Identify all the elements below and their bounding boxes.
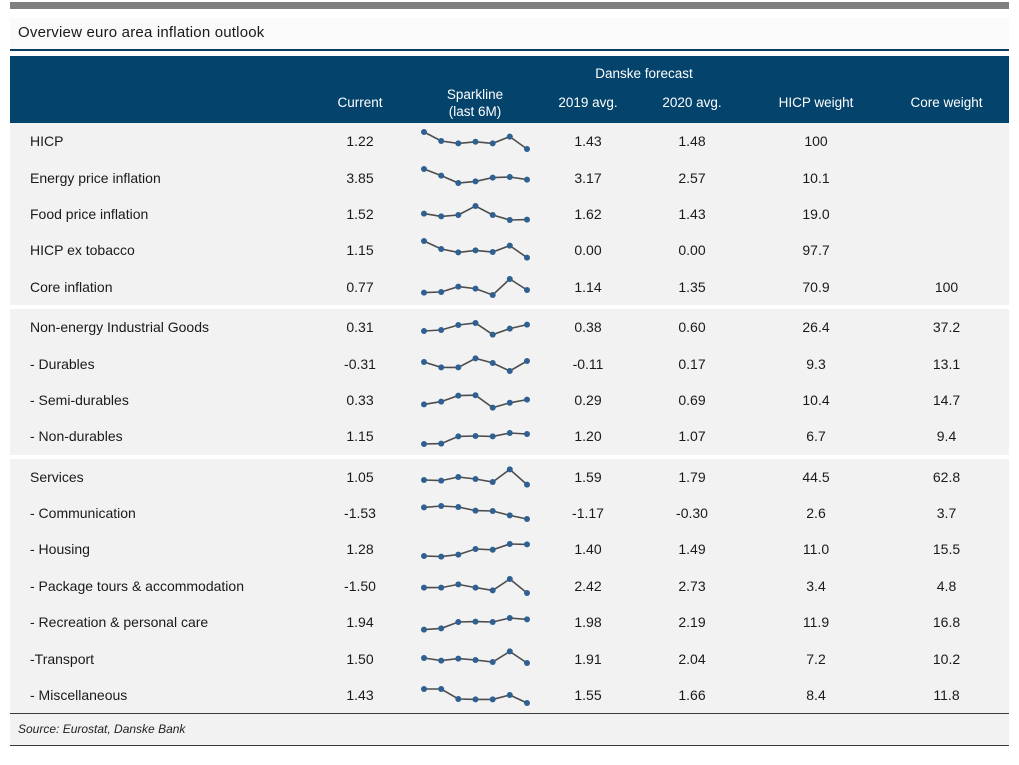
avg-2020-value: 0.60: [678, 319, 706, 336]
sparkline-point: [455, 619, 461, 625]
sparkline-point: [472, 476, 478, 482]
sparkline-point: [524, 217, 530, 223]
sparkline-point: [524, 176, 530, 182]
sparkline-point: [489, 174, 495, 180]
sparkline-point: [506, 615, 512, 621]
sparkline-point: [489, 141, 495, 147]
sparkline-point: [455, 180, 461, 186]
avg-2020-value: 2.04: [678, 650, 706, 667]
sparkline-point: [489, 249, 495, 255]
row-label: -Transport: [30, 650, 95, 667]
sparkline-cell: [410, 531, 540, 567]
sparkline-point: [455, 141, 461, 147]
sparkline-point: [455, 696, 461, 702]
hicp-weight-value: 19.0: [802, 205, 830, 222]
sparkline-point: [489, 659, 495, 665]
avg-2019-value: 1.59: [574, 468, 602, 485]
sparkline-point: [421, 553, 427, 559]
sparkline-cell: [410, 232, 540, 268]
sparkline-point: [421, 627, 427, 633]
hicp-weight-value: 9.3: [806, 355, 826, 372]
table-row: [10, 123, 1009, 159]
current-value: 1.15: [346, 428, 374, 445]
danske-forecast-group-header: Danske forecast: [595, 65, 693, 81]
avg-2020-value: 1.48: [678, 133, 706, 150]
sparkline-point: [524, 700, 530, 706]
current-value: -0.31: [344, 355, 376, 372]
avg-2019-value: 0.29: [574, 391, 602, 408]
avg-2020-value: 1.35: [678, 278, 706, 295]
current-value: 1.22: [346, 133, 374, 150]
inflation-table: [10, 56, 1009, 713]
sparkline-point: [472, 320, 478, 326]
row-label: - Recreation & personal care: [30, 614, 209, 631]
sparkline-point: [438, 686, 444, 692]
core-weight-value: 14.7: [932, 391, 961, 408]
sparkline-point: [421, 289, 427, 295]
sparkline-point: [524, 287, 530, 293]
sparkline-point: [524, 255, 530, 261]
row-label: Non-energy Industrial Goods: [30, 319, 209, 336]
sparkline-point: [472, 178, 478, 184]
sparkline-chart: [418, 572, 533, 600]
sparkline-point: [455, 474, 461, 480]
sparkline-point: [455, 322, 461, 328]
row-label: - Semi-durables: [30, 391, 129, 408]
sparkline-point: [455, 581, 461, 587]
table-row: [10, 568, 1009, 604]
current-value: 1.94: [346, 614, 374, 631]
avg-2019-value: 3.17: [574, 169, 602, 186]
row-label: - Communication: [30, 505, 136, 522]
table-row: [10, 455, 1009, 495]
sparkline-point: [506, 217, 512, 223]
sparkline-point: [506, 648, 512, 654]
table-row: [10, 382, 1009, 418]
core-weight-value: 15.5: [932, 541, 961, 558]
row-label: Core inflation: [30, 278, 113, 295]
sparkline-point: [421, 211, 427, 217]
sparkline-point: [438, 327, 444, 333]
sparkline-point: [472, 285, 478, 291]
hicp-weight-value: 11.0: [802, 541, 830, 558]
hicp-weight-value: 70.9: [802, 278, 830, 295]
column-header-sparkline: [410, 87, 540, 121]
sparkline-point: [506, 276, 512, 282]
sparkline-point: [472, 546, 478, 552]
avg-2019-value: 2.42: [574, 577, 602, 594]
sparkline-point: [524, 322, 530, 328]
sparkline-point: [489, 619, 495, 625]
hicp-weight-value: 10.1: [802, 169, 830, 186]
avg-2020-value: 0.17: [678, 355, 706, 372]
avg-2019-value: 1.98: [574, 614, 602, 631]
column-header-sparkline-line1: Sparkline: [446, 86, 504, 102]
sparkline-point: [524, 397, 530, 403]
sparkline-point: [489, 508, 495, 514]
avg-2019-value: 1.40: [574, 541, 602, 558]
core-weight-value: 3.7: [936, 505, 957, 522]
sparkline-chart: [418, 164, 533, 192]
sparkline-point: [506, 326, 512, 332]
sparkline-point: [489, 360, 495, 366]
avg-2019-value: -0.11: [572, 355, 604, 372]
hicp-weight-value: 100: [804, 133, 828, 150]
sparkline-point: [438, 289, 444, 295]
sparkline-point: [421, 504, 427, 510]
hicp-weight-value: 8.4: [806, 687, 826, 704]
core-weight-value: 62.8: [932, 468, 961, 485]
core-weight-value: 16.8: [932, 614, 961, 631]
sparkline-point: [506, 243, 512, 249]
sparkline-cell: [410, 123, 540, 159]
row-label: HICP ex tobacco: [30, 242, 135, 259]
table-row: [10, 418, 1009, 454]
sparkline-chart: [418, 422, 533, 450]
top-accent-bar: [10, 2, 1009, 9]
sparkline-point: [438, 554, 444, 560]
core-weight-value: 9.4: [936, 428, 957, 445]
sparkline-chart: [418, 681, 533, 709]
hicp-weight-value: 2.6: [806, 505, 826, 522]
sparkline-chart: [418, 499, 533, 527]
sparkline-cell: [410, 345, 540, 381]
sparkline-point: [438, 626, 444, 632]
column-header-2020-avg: 2020 avg.: [662, 95, 722, 111]
current-value: 1.52: [346, 205, 374, 222]
sparkline-point: [455, 655, 461, 661]
sparkline-point: [455, 283, 461, 289]
sparkline-point: [472, 696, 478, 702]
sparkline-chart: [418, 350, 533, 378]
avg-2020-value: 1.07: [678, 428, 706, 445]
sparkline-point: [421, 166, 427, 172]
avg-2020-value: 1.79: [678, 468, 706, 485]
sparkline-point: [455, 393, 461, 399]
avg-2020-value: -0.30: [676, 505, 708, 522]
row-label: - Durables: [30, 355, 95, 372]
sparkline-point: [438, 399, 444, 405]
sparkline-point: [438, 246, 444, 252]
sparkline-point: [506, 400, 512, 406]
row-label: Energy price inflation: [30, 169, 161, 186]
sparkline-point: [472, 657, 478, 663]
sparkline-point: [489, 212, 495, 218]
column-header-2019-avg: 2019 avg.: [558, 95, 618, 111]
sparkline-point: [472, 619, 478, 625]
row-label: HICP: [30, 133, 64, 150]
table-header-group-row: [10, 62, 1009, 84]
sparkline-chart: [418, 236, 533, 264]
sparkline-point: [438, 364, 444, 370]
sparkline-point: [506, 430, 512, 436]
table-row: [10, 305, 1009, 345]
sparkline-point: [506, 174, 512, 180]
row-label: - Package tours & accommodation: [30, 577, 244, 594]
sparkline-point: [524, 617, 530, 623]
core-weight-value: 100: [934, 278, 959, 295]
table-row: [10, 269, 1009, 305]
sparkline-cell: [410, 459, 540, 495]
sparkline-point: [524, 146, 530, 152]
avg-2020-value: 0.69: [678, 391, 706, 408]
sparkline-point: [506, 466, 512, 472]
hicp-weight-value: 7.2: [806, 650, 826, 667]
core-weight-value: 10.2: [932, 650, 961, 667]
sparkline-point: [438, 477, 444, 483]
hicp-weight-value: 6.7: [806, 428, 826, 445]
sparkline-point: [506, 134, 512, 140]
sparkline-chart: [418, 535, 533, 563]
row-label: - Miscellaneous: [30, 687, 128, 704]
avg-2020-value: 2.73: [678, 577, 706, 594]
column-header-hicp-weight: HICP weight: [778, 95, 854, 111]
avg-2019-value: 0.00: [574, 242, 602, 259]
sparkline-point: [421, 655, 427, 661]
hicp-weight-value: 10.4: [802, 391, 830, 408]
page-title: Overview euro area inflation outlook: [18, 24, 265, 41]
current-value: 1.43: [346, 687, 374, 704]
sparkline-point: [489, 332, 495, 338]
avg-2020-value: 1.49: [678, 541, 706, 558]
sparkline-point: [472, 203, 478, 209]
sparkline-point: [472, 139, 478, 145]
avg-2019-value: 1.62: [574, 205, 602, 222]
sparkline-point: [524, 358, 530, 364]
sparkline-point: [438, 441, 444, 447]
sparkline-point: [489, 696, 495, 702]
column-header-sparkline-line2: (last 6M): [448, 103, 502, 119]
sparkline-point: [472, 355, 478, 361]
sparkline-point: [489, 405, 495, 411]
row-label: - Housing: [30, 541, 90, 558]
sparkline-chart: [418, 608, 533, 636]
sparkline-point: [455, 552, 461, 558]
sparkline-point: [438, 138, 444, 144]
sparkline-point: [438, 503, 444, 509]
core-weight-value: 4.8: [936, 577, 957, 594]
sparkline-chart: [418, 200, 533, 228]
table-row: [10, 196, 1009, 232]
current-value: 0.31: [346, 319, 374, 336]
sparkline-point: [506, 692, 512, 698]
avg-2019-value: 1.91: [574, 650, 602, 667]
sparkline-point: [421, 686, 427, 692]
table-row: [10, 677, 1009, 713]
sparkline-point: [421, 584, 427, 590]
sparkline-point: [438, 584, 444, 590]
avg-2019-value: 1.20: [574, 428, 602, 445]
hicp-weight-value: 26.4: [802, 319, 830, 336]
sparkline-point: [489, 547, 495, 553]
sparkline-cell: [410, 159, 540, 195]
sparkline-cell: [410, 418, 540, 454]
sparkline-point: [506, 541, 512, 547]
sparkline-chart: [418, 386, 533, 414]
current-value: 0.77: [346, 278, 374, 295]
row-label: - Non-durables: [30, 428, 123, 445]
core-weight-value: 11.8: [933, 687, 960, 704]
current-value: -1.53: [344, 505, 376, 522]
sparkline-chart: [418, 127, 533, 155]
hicp-weight-value: 97.7: [802, 242, 830, 259]
table-header: [10, 56, 1009, 123]
table-row: [10, 232, 1009, 268]
sparkline-point: [421, 328, 427, 334]
sparkline-point: [421, 441, 427, 447]
source-text: Source: Eurostat, Danske Bank: [18, 722, 186, 737]
source-bar: [10, 713, 1009, 746]
sparkline-point: [506, 576, 512, 582]
table-row: [10, 604, 1009, 640]
current-value: 1.15: [346, 242, 374, 259]
sparkline-point: [421, 401, 427, 407]
sparkline-point: [489, 292, 495, 298]
sparkline-point: [455, 250, 461, 256]
current-value: 1.50: [346, 650, 374, 667]
current-value: 1.05: [346, 468, 374, 485]
sparkline-point: [455, 434, 461, 440]
sparkline-point: [489, 479, 495, 485]
sparkline-point: [472, 508, 478, 514]
sparkline-point: [524, 660, 530, 666]
sparkline-point: [438, 657, 444, 663]
current-value: 1.28: [346, 541, 374, 558]
row-label: Food price inflation: [30, 205, 149, 222]
sparkline-point: [524, 481, 530, 487]
column-header-current: Current: [337, 95, 383, 111]
sparkline-chart: [418, 313, 533, 341]
table-row: [10, 345, 1009, 381]
sparkline-point: [472, 433, 478, 439]
avg-2020-value: 1.43: [678, 205, 706, 222]
avg-2020-value: 1.66: [678, 687, 706, 704]
sparkline-point: [455, 504, 461, 510]
avg-2020-value: 2.19: [678, 614, 706, 631]
column-header-core-weight: Core weight: [910, 95, 983, 111]
sparkline-cell: [410, 269, 540, 305]
hicp-weight-value: 44.5: [802, 468, 830, 485]
table-row: [10, 159, 1009, 195]
sparkline-point: [421, 359, 427, 365]
table-header-columns-row: [10, 84, 1009, 123]
core-weight-value: 13.1: [932, 355, 961, 372]
figure-title-bar: [10, 18, 1009, 51]
sparkline-cell: [410, 495, 540, 531]
sparkline-point: [438, 213, 444, 219]
sparkline-cell: [410, 604, 540, 640]
avg-2019-value: -1.17: [572, 505, 604, 522]
sparkline-cell: [410, 309, 540, 345]
sparkline-point: [421, 129, 427, 135]
current-value: 0.33: [346, 391, 374, 408]
sparkline-point: [506, 368, 512, 374]
sparkline-cell: [410, 196, 540, 232]
avg-2019-value: 1.14: [574, 278, 602, 295]
sparkline-point: [421, 477, 427, 483]
sparkline-point: [438, 172, 444, 178]
sparkline-point: [506, 512, 512, 518]
sparkline-cell: [410, 568, 540, 604]
sparkline-cell: [410, 677, 540, 713]
sparkline-point: [472, 392, 478, 398]
sparkline-point: [472, 248, 478, 254]
sparkline-point: [524, 542, 530, 548]
sparkline-chart: [418, 463, 533, 491]
table-body: [10, 123, 1009, 713]
sparkline-point: [455, 364, 461, 370]
current-value: 3.85: [346, 169, 374, 186]
table-row: [10, 495, 1009, 531]
sparkline-chart: [418, 645, 533, 673]
sparkline-point: [455, 212, 461, 218]
sparkline-chart: [418, 273, 533, 301]
current-value: -1.50: [344, 577, 376, 594]
sparkline-point: [524, 590, 530, 596]
row-label: Services: [30, 468, 84, 485]
sparkline-point: [524, 431, 530, 437]
core-weight-value: 37.2: [932, 319, 961, 336]
sparkline-point: [524, 516, 530, 522]
avg-2019-value: 1.55: [574, 687, 602, 704]
sparkline-cell: [410, 640, 540, 676]
sparkline-point: [472, 584, 478, 590]
avg-2019-value: 0.38: [574, 319, 602, 336]
table-row: [10, 640, 1009, 676]
avg-2020-value: 0.00: [678, 242, 706, 259]
sparkline-point: [489, 587, 495, 593]
table-row: [10, 531, 1009, 567]
avg-2019-value: 1.43: [574, 133, 602, 150]
sparkline-point: [421, 238, 427, 244]
hicp-weight-value: 11.9: [802, 614, 830, 631]
sparkline-point: [489, 434, 495, 440]
hicp-weight-value: 3.4: [806, 577, 826, 594]
avg-2020-value: 2.57: [678, 169, 706, 186]
sparkline-cell: [410, 382, 540, 418]
